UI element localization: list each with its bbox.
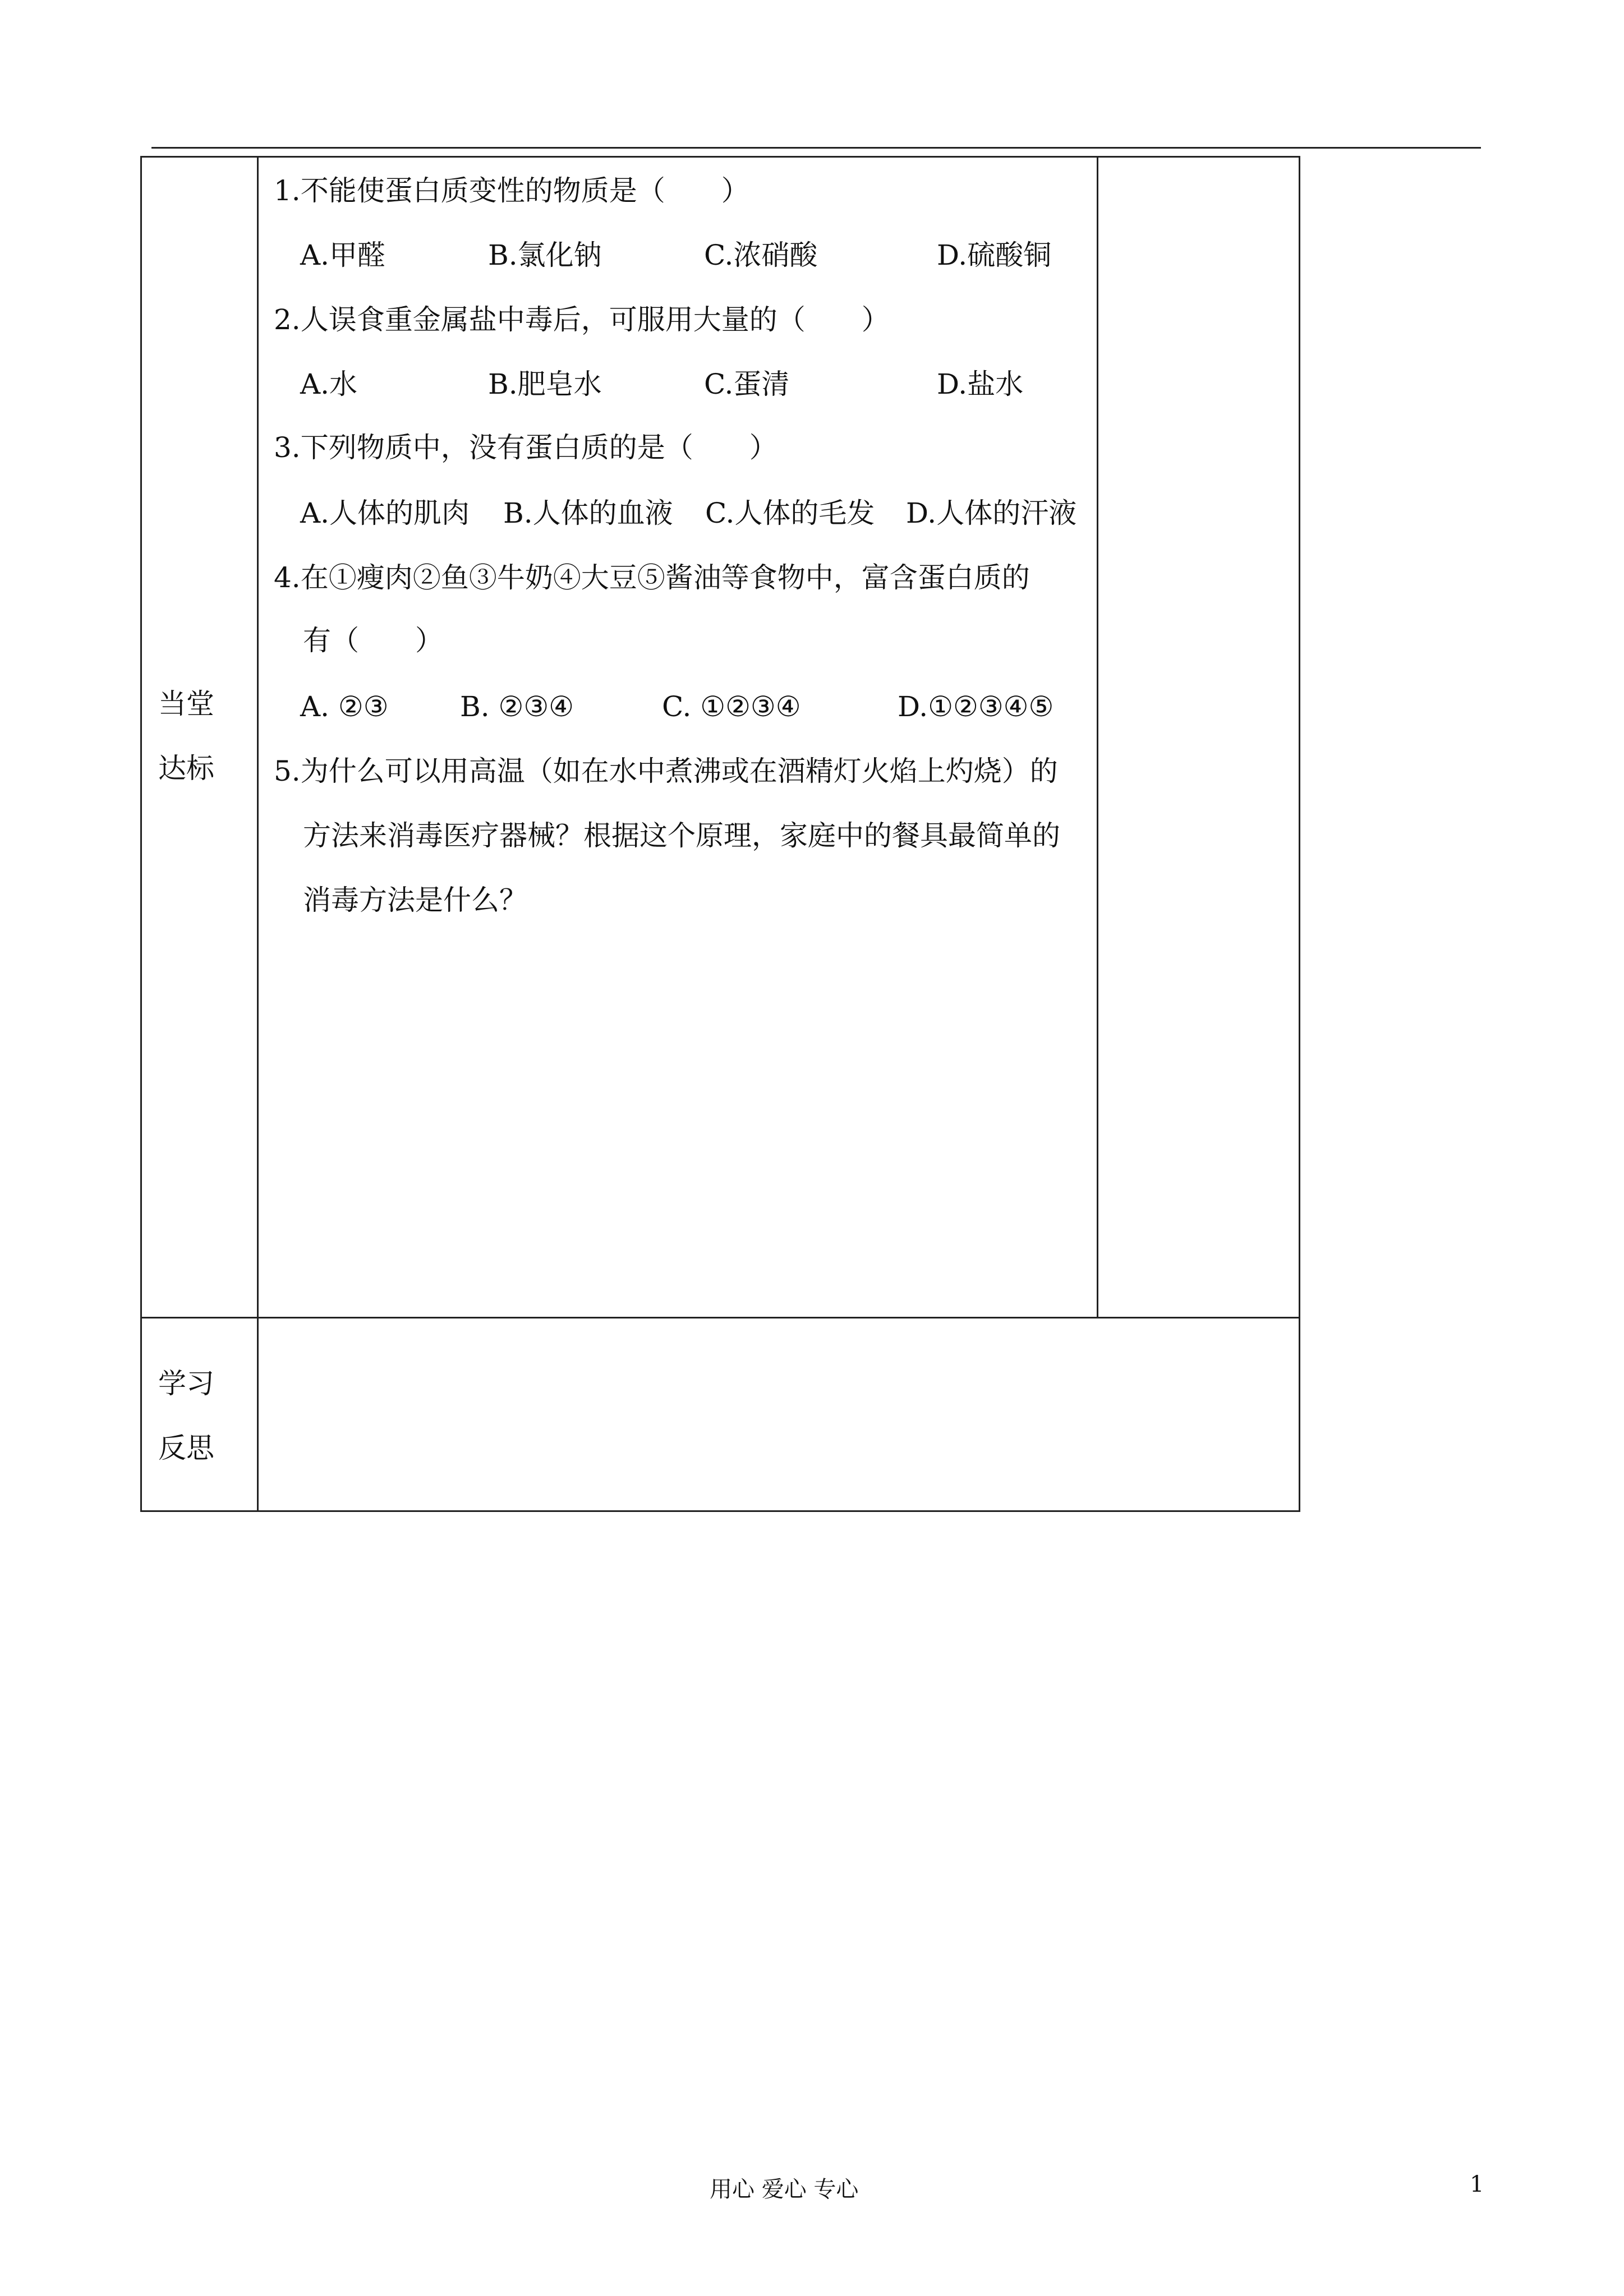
question-2-option-b: B.肥皂水 <box>488 368 602 400</box>
question-4-option-b: B. ②③④ <box>460 690 574 723</box>
question-1-option-a: A.甲醛 <box>300 239 386 271</box>
header-rule <box>151 147 1481 149</box>
table-border-col1 <box>257 156 259 1512</box>
question-3-option-c: C.人体的毛发 <box>705 497 875 529</box>
table-border-left <box>140 156 142 1512</box>
question-4-option-d: D.①②③④⑤ <box>898 690 1054 723</box>
question-3-option-a: A.人体的肌肉 <box>300 497 470 529</box>
question-1-option-c: C.浓硝酸 <box>704 239 818 271</box>
question-1-option-b: B.氯化钠 <box>488 239 602 271</box>
question-4-stem-cont: 有（ ） <box>303 624 443 657</box>
reflection-label-line1: 学习 <box>158 1367 214 1400</box>
page-number: 1 <box>1470 2171 1484 2197</box>
section-label-line2: 达标 <box>158 752 214 785</box>
question-3-option-b: B.人体的血液 <box>503 497 673 529</box>
question-3-stem: 3.下列物质中，没有蛋白质的是（ ） <box>274 431 778 464</box>
question-2-stem: 2.人误食重金属盐中毒后，可服用大量的（ ） <box>274 303 890 336</box>
table-border-bottom <box>140 1510 1300 1512</box>
question-4-option-a: A. ②③ <box>300 690 389 723</box>
footer-motto: 用心 爱心 专心 <box>710 2177 859 2202</box>
question-4-option-c: C. ①②③④ <box>662 690 801 723</box>
section-label-line1: 当堂 <box>158 688 214 720</box>
table-border-mid <box>140 1317 1300 1318</box>
question-1-option-d: D.硫酸铜 <box>937 239 1052 271</box>
question-1-stem: 1.不能使蛋白质变性的物质是（ ） <box>274 174 749 207</box>
question-2-option-c: C.蛋清 <box>704 368 790 400</box>
question-2-option-a: A.水 <box>300 368 358 400</box>
question-5-stem: 5.为什么可以用高温（如在水中煮沸或在酒精灯火焰上灼烧）的 <box>274 755 1058 787</box>
question-5-stem-cont: 方法来消毒医疗器械？根据这个原理，家庭中的餐具最简单的 <box>303 819 1060 852</box>
reflection-label-line2: 反思 <box>158 1432 214 1464</box>
table-border-col2 <box>1097 156 1098 1318</box>
question-2-option-d: D.盐水 <box>937 368 1024 400</box>
question-3-option-d: D.人体的汗液 <box>906 497 1077 529</box>
table-border-right <box>1299 156 1300 1512</box>
question-4-stem: 4.在①瘦肉②鱼③牛奶④大豆⑤酱油等食物中，富含蛋白质的 <box>274 561 1030 594</box>
question-5-stem-cont2: 消毒方法是什么？ <box>303 884 527 916</box>
table-border-top <box>140 156 1300 158</box>
